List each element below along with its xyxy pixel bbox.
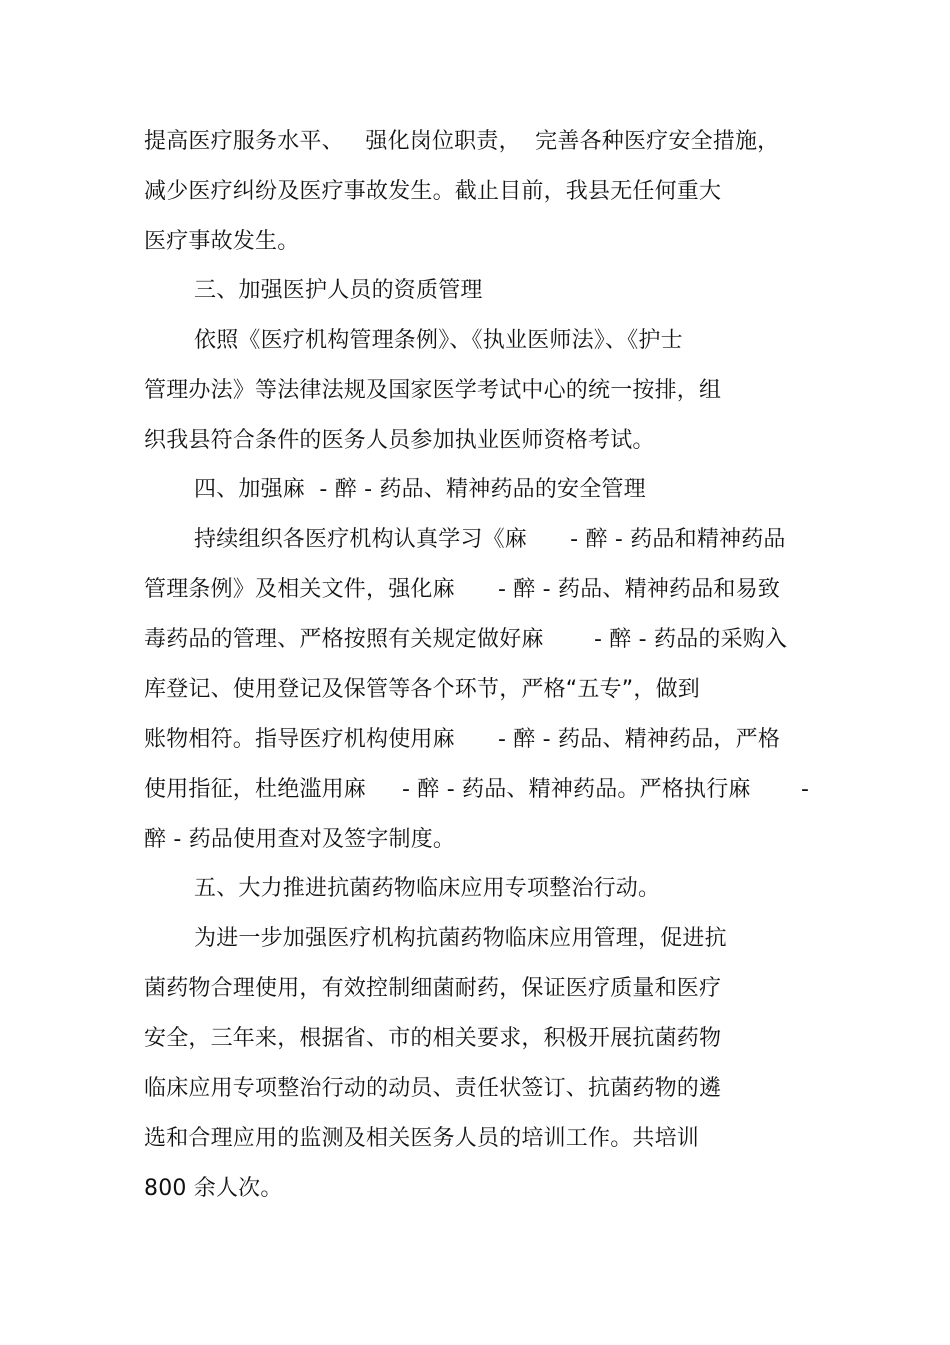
body-text-line: 库登记、使用登记及保管等各个环节，严格“五专”，做到 (144, 677, 700, 702)
section-heading: 三、加强医护人员的资质管理 (194, 278, 483, 303)
body-text-line: 毒药品的管理、严格按照有关规定做好麻 - 醉 - 药品的采购入 (144, 627, 788, 652)
body-text-line: 提高医疗服务水平、 强化岗位职责， 完善各种医疗安全措施， (144, 129, 780, 154)
body-text-line: 依照《医疗机构管理条例》、《执业医师法》、《护士 (194, 328, 683, 353)
body-text-line: 管理条例》及相关文件，强化麻 - 醉 - 药品、精神药品和易致 (144, 577, 781, 602)
body-text-line: 医疗事故发生。 (144, 229, 300, 254)
body-text-line: 选和合理应用的监测及相关医务人员的培训工作。共培训 (144, 1126, 700, 1151)
body-text-line: 账物相符。指导医疗机构使用麻 - 醉 - 药品、精神药品，严格 (144, 727, 781, 752)
body-text-line: 减少医疗纠纷及医疗事故发生。截止目前，我县无任何重大 (144, 179, 722, 204)
section-heading: 四、加强麻 - 醉 - 药品、精神药品的安全管理 (194, 477, 646, 502)
body-text-line: 800 余人次。 (144, 1176, 283, 1201)
body-text-line: 安全，三年来，根据省、市的相关要求，积极开展抗菌药物 (144, 1026, 722, 1051)
body-text-line: 管理办法》等法律法规及国家医学考试中心的统一按排，组 (144, 378, 722, 403)
body-text-line: 织我县符合条件的医务人员参加执业医师资格考试。 (144, 428, 655, 453)
body-text-line: 持续组织各医疗机构认真学习《麻 - 醉 - 药品和精神药品 (194, 527, 786, 552)
body-text-line: 醉 - 药品使用查对及签字制度。 (144, 827, 456, 852)
body-text-line: 菌药物合理使用，有效控制细菌耐药，保证医疗质量和医疗 (144, 976, 722, 1001)
body-text-line: 为进一步加强医疗机构抗菌药物临床应用管理，促进抗 (194, 926, 727, 951)
section-heading: 五、大力推进抗菌药物临床应用专项整治行动。 (194, 876, 661, 901)
body-text-line: 使用指征，杜绝滥用麻 - 醉 - 药品、精神药品。严格执行麻 - (144, 777, 810, 802)
body-text-line: 临床应用专项整治行动的动员、责任状签订、抗菌药物的遴 (144, 1076, 722, 1101)
